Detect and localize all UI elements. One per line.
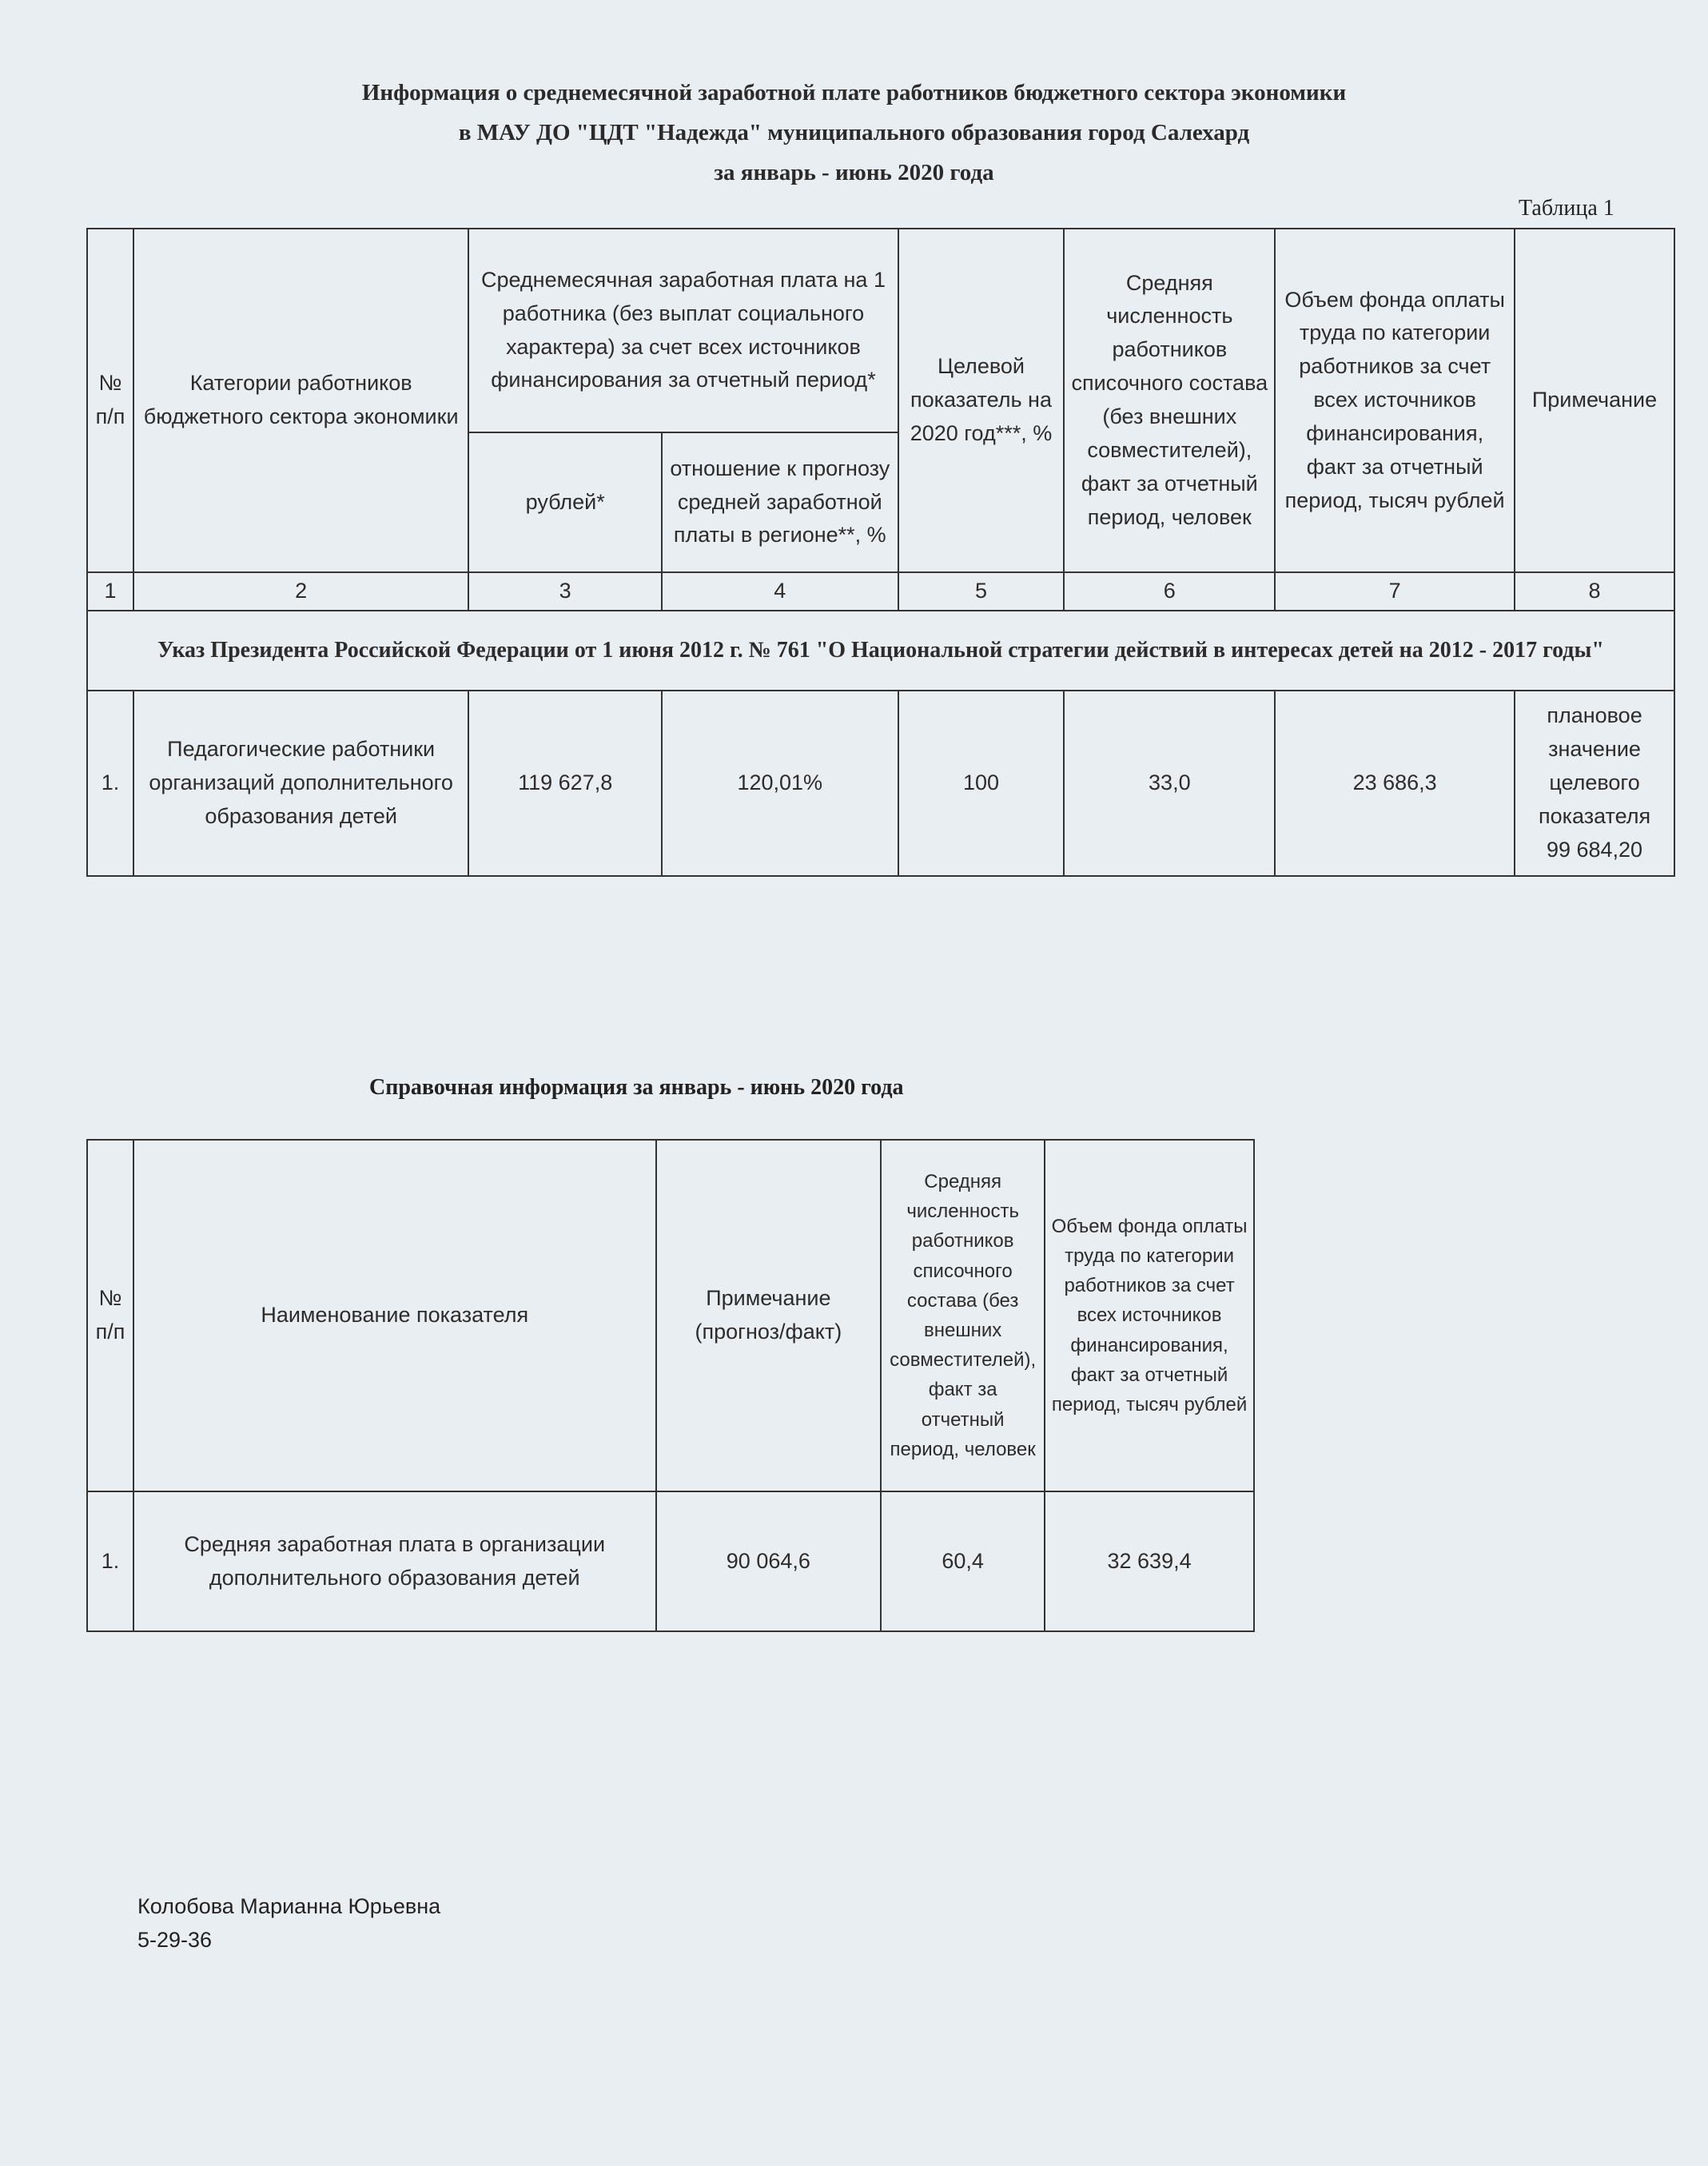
- salary-table: [86, 228, 1675, 877]
- contact-phone: 5-29-36: [137, 1928, 213, 1952]
- header-cell: рублей*: [468, 432, 662, 572]
- column-number: 5: [898, 572, 1065, 611]
- header-cell: Целевой показатель на 2020 год***, %: [898, 229, 1065, 572]
- note-text: плановое значение целевого показателя: [1538, 703, 1651, 828]
- header-cell: Объем фонда оплаты труда по категории работников за счет всех источников финансирования, факт за отчетный период, тысяч рублей: [1045, 1140, 1254, 1491]
- header-cell: Среднемесячная заработная плата на 1 работника (без выплат социального характера) за счет всех источников финансирования за отчетный период*: [468, 229, 898, 432]
- doc-title-line-2: в МАУ ДО "ЦДТ "Надежда" муниципального образования город Салехард: [458, 120, 1250, 145]
- table-cell: 23 686,3: [1275, 691, 1515, 876]
- table-cell: 33,0: [1064, 691, 1275, 876]
- table-cell: Педагогические работники организаций дополнительного образования детей: [133, 691, 468, 876]
- table-cell: 90 064,6: [656, 1491, 882, 1631]
- column-number: 7: [1275, 572, 1515, 611]
- column-number: 3: [468, 572, 662, 611]
- column-number: 2: [133, 572, 468, 611]
- header-cell: Объем фонда оплаты труда по категории работников за счет всех источников финансирования, факт за отчетный период, тысяч рублей: [1275, 229, 1515, 572]
- column-number: 6: [1064, 572, 1275, 611]
- table-cell: 1.: [87, 691, 133, 876]
- table-cell: 60,4: [881, 1491, 1045, 1631]
- reference-table: [86, 1139, 1255, 1632]
- table-cell: 32 639,4: [1045, 1491, 1254, 1631]
- table-cell: 119 627,8: [468, 691, 662, 876]
- header-cell: отношение к прогнозу средней заработной платы в регионе**, %: [662, 432, 898, 572]
- contact-name: Колобова Марианна Юрьевна: [137, 1894, 441, 1918]
- header-cell: Примечание: [1515, 229, 1674, 572]
- header-cell: Средняя численность работников списочного состава (без внешних совместителей), факт за отчетный период, человек: [881, 1140, 1045, 1491]
- column-number: 4: [662, 572, 898, 611]
- header-cell: Примечание (прогноз/факт): [656, 1140, 882, 1491]
- header-cell: Наименование показателя: [133, 1140, 656, 1491]
- header-cell: № п/п: [87, 1140, 133, 1491]
- table-cell: 100: [898, 691, 1065, 876]
- column-number: 1: [87, 572, 133, 611]
- table-cell: [1515, 691, 1674, 876]
- table-number: Таблица 1: [1519, 196, 1614, 221]
- table-cell: 120,01%: [662, 691, 898, 876]
- header-cell: Категории работников бюджетного сектора экономики: [133, 229, 468, 572]
- table-cell: 1.: [87, 1491, 133, 1631]
- doc-title-line-3: за январь - июнь 2020 года: [714, 160, 994, 185]
- doc-title-line-1: Информация о среднемесячной заработной плате работников бюджетного сектора экономики: [361, 80, 1347, 106]
- table-cell: Средняя заработная плата в организации дополнительного образования детей: [133, 1491, 656, 1631]
- header-cell: Средняя численность работников списочного состава (без внешних совместителей), факт за отчетный период, человек: [1064, 229, 1275, 572]
- note-value: 99 684,20: [1546, 837, 1643, 862]
- reference-title: Справочная информация за январь - июнь 2020 года: [369, 1075, 904, 1100]
- decree-row: Указ Президента Российской Федерации от 1 июня 2012 г. № 761 "О Национальной стратегии действий в интересах детей на 2012 - 2017 годы": [87, 611, 1674, 691]
- header-cell: № п/п: [87, 229, 133, 572]
- column-number: 8: [1515, 572, 1674, 611]
